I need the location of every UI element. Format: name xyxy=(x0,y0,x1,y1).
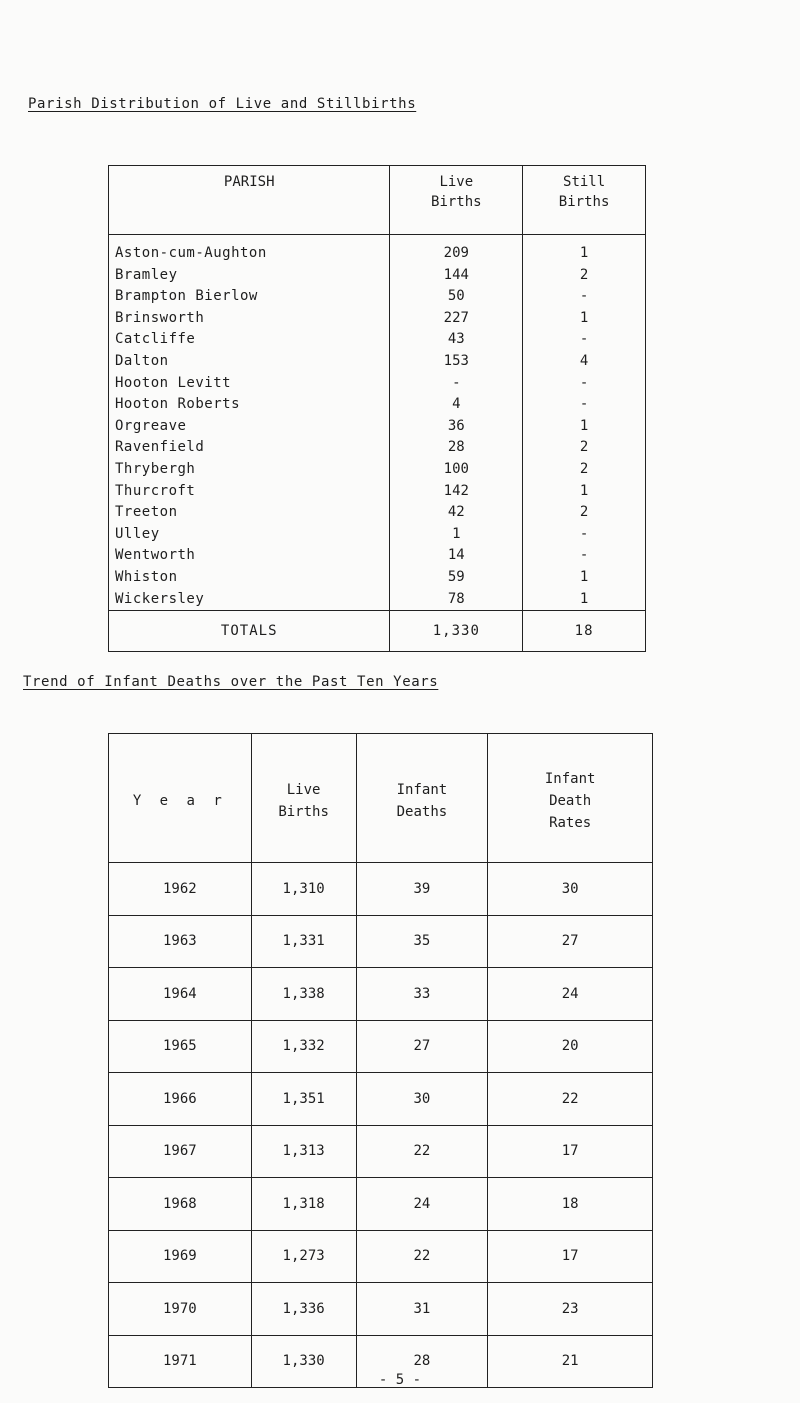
live-births-value: 1,336 xyxy=(251,1283,356,1336)
still-births-value: 1 xyxy=(523,416,646,438)
live-births-value: 209 xyxy=(390,235,523,265)
live-births-value: 1,313 xyxy=(251,1125,356,1178)
parish-name: Treeton xyxy=(115,504,178,521)
death-rate-value: 27 xyxy=(488,915,653,968)
table-row xyxy=(109,863,653,916)
infant-deaths-table xyxy=(108,733,653,1388)
still-births-value: 2 xyxy=(523,265,646,287)
year-value: 1970 xyxy=(109,1283,252,1336)
year-value: 1971 xyxy=(109,1335,252,1388)
death-rate-value: 18 xyxy=(488,1178,653,1231)
parish-table-title: Parish Distribution of Live and Stillbirths xyxy=(28,96,417,112)
infant-deaths-value: 39 xyxy=(356,863,488,916)
still-births-value: - xyxy=(523,373,646,395)
table-row xyxy=(109,416,646,438)
live-births-value: 1,331 xyxy=(251,915,356,968)
death-rate-value: 24 xyxy=(488,968,653,1021)
live-births-value: 1,332 xyxy=(251,1020,356,1073)
live-births-value: 1 xyxy=(390,524,523,546)
table-row xyxy=(109,394,646,416)
header-parish: PARISH xyxy=(109,166,390,235)
infant-deaths-value: 33 xyxy=(356,968,488,1021)
infant-deaths-value: 31 xyxy=(356,1283,488,1336)
infant-deaths-value: 27 xyxy=(356,1020,488,1073)
infant-deaths-value: 22 xyxy=(356,1230,488,1283)
parish-name: Hooton Levitt xyxy=(115,374,232,391)
table-row xyxy=(109,545,646,567)
year-value: 1966 xyxy=(109,1073,252,1126)
year-value: 1967 xyxy=(109,1125,252,1178)
parish-name: Hooton Roberts xyxy=(115,396,241,413)
live-births-value: 28 xyxy=(390,437,523,459)
table-row xyxy=(109,481,646,503)
totals-label: TOTALS xyxy=(109,611,390,652)
parish-name: Brampton Bierlow xyxy=(115,288,258,305)
table-row xyxy=(109,308,646,330)
table-row xyxy=(109,567,646,589)
infant-deaths-title: Trend of Infant Deaths over the Past Ten Years xyxy=(23,674,439,690)
death-rate-value: 20 xyxy=(488,1020,653,1073)
table-row xyxy=(109,329,646,351)
parish-name: Ravenfield xyxy=(115,439,205,456)
infant-deaths-value: 28 xyxy=(356,1335,488,1388)
year-value: 1962 xyxy=(109,863,252,916)
still-births-value: 4 xyxy=(523,351,646,373)
live-births-value: 59 xyxy=(390,567,523,589)
still-births-value: 2 xyxy=(523,502,646,524)
table-row xyxy=(109,351,646,373)
live-births-value: 1,330 xyxy=(251,1335,356,1388)
header-live-births: Live Births xyxy=(251,734,356,863)
parish-name: Wickersley xyxy=(115,590,205,607)
totals-live: 1,330 xyxy=(390,611,523,652)
live-births-value: 1,310 xyxy=(251,863,356,916)
header-live-births: Live Births xyxy=(390,166,523,235)
still-births-value: 1 xyxy=(523,308,646,330)
table-row xyxy=(109,437,646,459)
table-header-row xyxy=(109,734,653,863)
parish-name: Catcliffe xyxy=(115,331,196,348)
parish-name: Ulley xyxy=(115,525,160,542)
live-births-value: 78 xyxy=(390,589,523,611)
parish-name: Whiston xyxy=(115,568,178,585)
parish-births-table xyxy=(108,165,646,652)
totals-row xyxy=(109,611,646,652)
header-death-rates: Infant Death Rates xyxy=(488,734,653,863)
table-row xyxy=(109,1020,653,1073)
year-value: 1964 xyxy=(109,968,252,1021)
table-row xyxy=(109,459,646,481)
parish-name: Brinsworth xyxy=(115,309,205,326)
table-row xyxy=(109,373,646,395)
still-births-value: 1 xyxy=(523,567,646,589)
infant-deaths-value: 24 xyxy=(356,1178,488,1231)
death-rate-value: 30 xyxy=(488,863,653,916)
live-births-value: 142 xyxy=(390,481,523,503)
still-births-value: - xyxy=(523,394,646,416)
live-births-value: - xyxy=(390,373,523,395)
table-row xyxy=(109,524,646,546)
table-row xyxy=(109,968,653,1021)
table-row xyxy=(109,235,646,265)
header-year: Y e a r xyxy=(109,734,252,863)
parish-name: Aston-cum-Aughton xyxy=(115,245,267,261)
still-births-value: 1 xyxy=(523,481,646,503)
table-header-row xyxy=(109,166,646,235)
live-births-value: 100 xyxy=(390,459,523,481)
table-row xyxy=(109,1125,653,1178)
live-births-value: 4 xyxy=(390,394,523,416)
live-births-value: 227 xyxy=(390,308,523,330)
still-births-value: - xyxy=(523,286,646,308)
table-row xyxy=(109,589,646,611)
live-births-value: 1,318 xyxy=(251,1178,356,1231)
still-births-value: - xyxy=(523,524,646,546)
parish-name: Bramley xyxy=(115,266,178,283)
infant-deaths-value: 35 xyxy=(356,915,488,968)
year-value: 1969 xyxy=(109,1230,252,1283)
year-value: 1968 xyxy=(109,1178,252,1231)
parish-name: Dalton xyxy=(115,352,169,369)
infant-deaths-value: 30 xyxy=(356,1073,488,1126)
live-births-value: 42 xyxy=(390,502,523,524)
live-births-value: 50 xyxy=(390,286,523,308)
still-births-value: 2 xyxy=(523,459,646,481)
table-row xyxy=(109,1230,653,1283)
table-row xyxy=(109,1073,653,1126)
still-births-value: - xyxy=(523,329,646,351)
parish-name: Thrybergh xyxy=(115,460,196,477)
live-births-value: 43 xyxy=(390,329,523,351)
table-row xyxy=(109,502,646,524)
live-births-value: 144 xyxy=(390,265,523,287)
live-births-value: 1,273 xyxy=(251,1230,356,1283)
parish-name: Orgreave xyxy=(115,417,187,434)
parish-name: Wentworth xyxy=(115,547,196,564)
death-rate-value: 22 xyxy=(488,1073,653,1126)
table-row xyxy=(109,265,646,287)
still-births-value: 1 xyxy=(523,589,646,611)
death-rate-value: 17 xyxy=(488,1125,653,1178)
parish-name: Thurcroft xyxy=(115,482,196,499)
table-row xyxy=(109,286,646,308)
infant-deaths-value: 22 xyxy=(356,1125,488,1178)
live-births-value: 1,338 xyxy=(251,968,356,1021)
live-births-value: 153 xyxy=(390,351,523,373)
still-births-value: 2 xyxy=(523,437,646,459)
death-rate-value: 23 xyxy=(488,1283,653,1336)
live-births-value: 14 xyxy=(390,545,523,567)
page-number: - 5 - xyxy=(378,1372,422,1388)
table-row xyxy=(109,1283,653,1336)
totals-still: 18 xyxy=(523,611,646,652)
header-still-births: Still Births xyxy=(523,166,646,235)
live-births-value: 36 xyxy=(390,416,523,438)
table-row xyxy=(109,1178,653,1231)
year-value: 1965 xyxy=(109,1020,252,1073)
year-value: 1963 xyxy=(109,915,252,968)
death-rate-value: 21 xyxy=(488,1335,653,1388)
death-rate-value: 17 xyxy=(488,1230,653,1283)
table-row xyxy=(109,915,653,968)
header-infant-deaths: Infant Deaths xyxy=(356,734,488,863)
still-births-value: 1 xyxy=(523,235,646,265)
still-births-value: - xyxy=(523,545,646,567)
live-births-value: 1,351 xyxy=(251,1073,356,1126)
